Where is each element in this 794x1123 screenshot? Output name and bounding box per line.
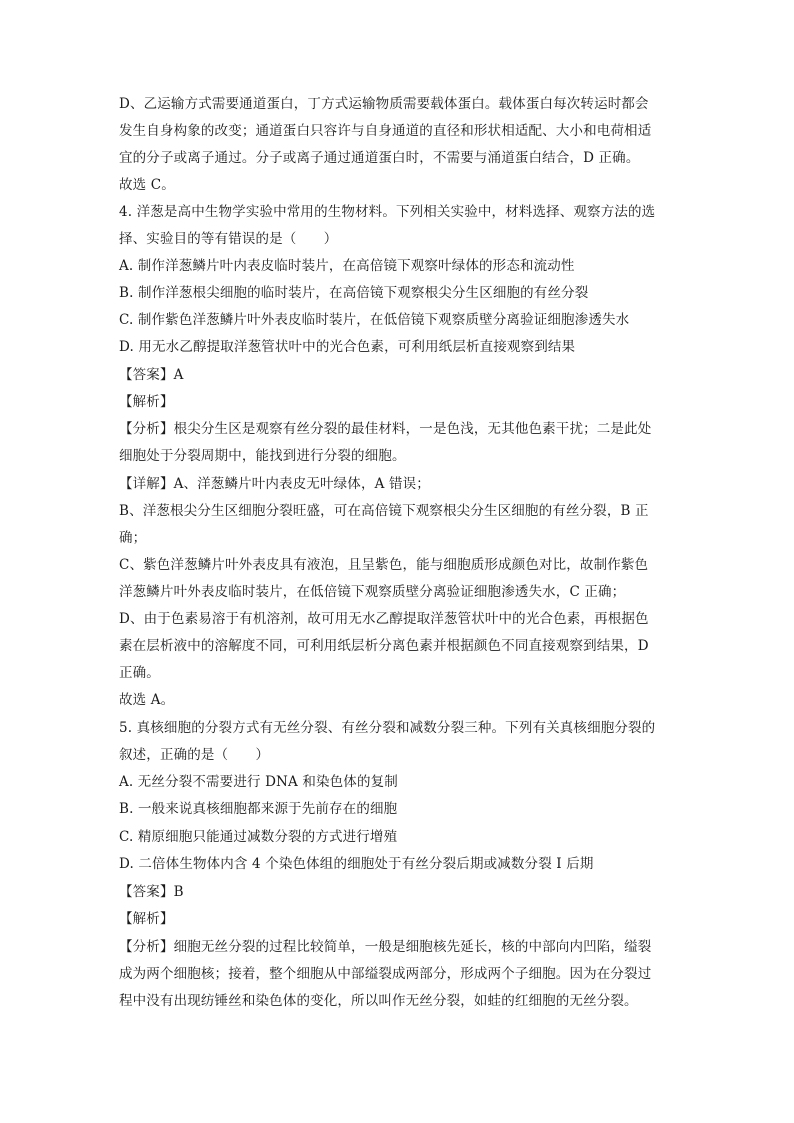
- text-line: C、紫色洋葱鳞片叶外表皮具有液泡，且呈紫色，能与细胞质形成颜色对比，故制作紫色: [119, 557, 649, 573]
- text-line: D、由于色素易溶于有机溶剂，故可用无水乙醇提取洋葱管状叶中的光合色素，再根据色: [119, 611, 649, 627]
- text-line: 故选 A。: [119, 692, 175, 708]
- text-line: 细胞处于分裂周期中，能找到进行分裂的细胞。: [119, 448, 406, 464]
- text-line: 洋葱鳞片叶外表皮临时装片，在低倍镜下观察质壁分离验证细胞渗透失水，C 正确；: [119, 584, 626, 600]
- question-stem: 5. 真核细胞的分裂方式有无丝分裂、有丝分裂和减数分裂三种。下列有关真核细胞分裂的: [119, 720, 656, 736]
- text-line: 正确。: [119, 665, 160, 681]
- option-c: C. 精原细胞只能通过减数分裂的方式进行增殖: [119, 829, 398, 845]
- text-line: 【详解】A、洋葱鳞片叶内表皮无叶绿体，A 错误；: [119, 476, 430, 492]
- answer-label: 【答案】A: [119, 367, 184, 383]
- text-line: 程中没有出现纺锤丝和染色体的变化，所以叫作无丝分裂，如蛙的红细胞的无丝分裂。: [119, 993, 638, 1009]
- text-line: B、洋葱根尖分生区细胞分裂旺盛，可在高倍镜下观察根尖分生区细胞的有丝分裂，B 正: [119, 503, 649, 519]
- text-line: 素在层析液中的溶解度不同，可利用纸层析分离色素并根据颜色不同直接观察到结果，D: [119, 638, 649, 654]
- text-line: 宜的分子或离子通过。分子或离子通过通道蛋白时，不需要与涌道蛋白结合，D 正确。: [119, 150, 640, 166]
- option-b: B. 一般来说真核细胞都来源于先前存在的细胞: [119, 801, 398, 817]
- text-line: 确；: [119, 530, 147, 546]
- option-a: A. 制作洋葱鳞片叶内表皮临时装片，在高倍镜下观察叶绿体的形态和流动性: [119, 258, 575, 274]
- option-a: A. 无丝分裂不需要进行 DNA 和染色体的复制: [119, 774, 398, 790]
- text-line: 成为两个细胞核；接着，整个细胞从中部缢裂成两部分，形成两个子细胞。因为在分裂过: [119, 966, 652, 982]
- option-b: B. 制作洋葱根尖细胞的临时装片，在高倍镜下观察根尖分生区细胞的有丝分裂: [119, 285, 589, 301]
- text-line: 【分析】细胞无丝分裂的过程比较简单，一般是细胞核先延长，核的中部向内凹陷，缢裂: [119, 939, 652, 955]
- question-stem: 叙述，正确的是（ ）: [119, 747, 270, 763]
- text-line: 故选 C。: [119, 177, 175, 193]
- question-stem: 择、实验目的等有错误的是（ ）: [119, 231, 338, 247]
- text-line: D、乙运输方式需要通道蛋白，丁方式运输物质需要载体蛋白。载体蛋白每次转运时都会: [119, 96, 649, 112]
- answer-label: 【答案】B: [119, 884, 184, 900]
- option-d: D. 二倍体生物体内含 4 个染色体组的细胞处于有丝分裂后期或减数分裂 I 后期: [119, 856, 594, 872]
- option-d: D. 用无水乙醇提取洋葱管状叶中的光合色素，可利用纸层析直接观察到结果: [119, 339, 576, 355]
- analysis-label: 【解析】: [119, 394, 174, 410]
- option-c: C. 制作紫色洋葱鳞片叶外表皮临时装片，在低倍镜下观察质壁分离验证细胞渗透失水: [119, 312, 630, 328]
- question-stem: 4. 洋葱是高中生物学实验中常用的生物材料。下列相关实验中，材料选择、观察方法的选: [119, 204, 656, 220]
- text-line: 【分析】根尖分生区是观察有丝分裂的最佳材料，一是色浅，无其他色素干扰；二是此处: [119, 421, 652, 437]
- text-line: 发生自身构象的改变；通道蛋白只容许与自身通道的直径和形状相适配、大小和电荷相适: [119, 123, 652, 139]
- analysis-label: 【解析】: [119, 911, 174, 927]
